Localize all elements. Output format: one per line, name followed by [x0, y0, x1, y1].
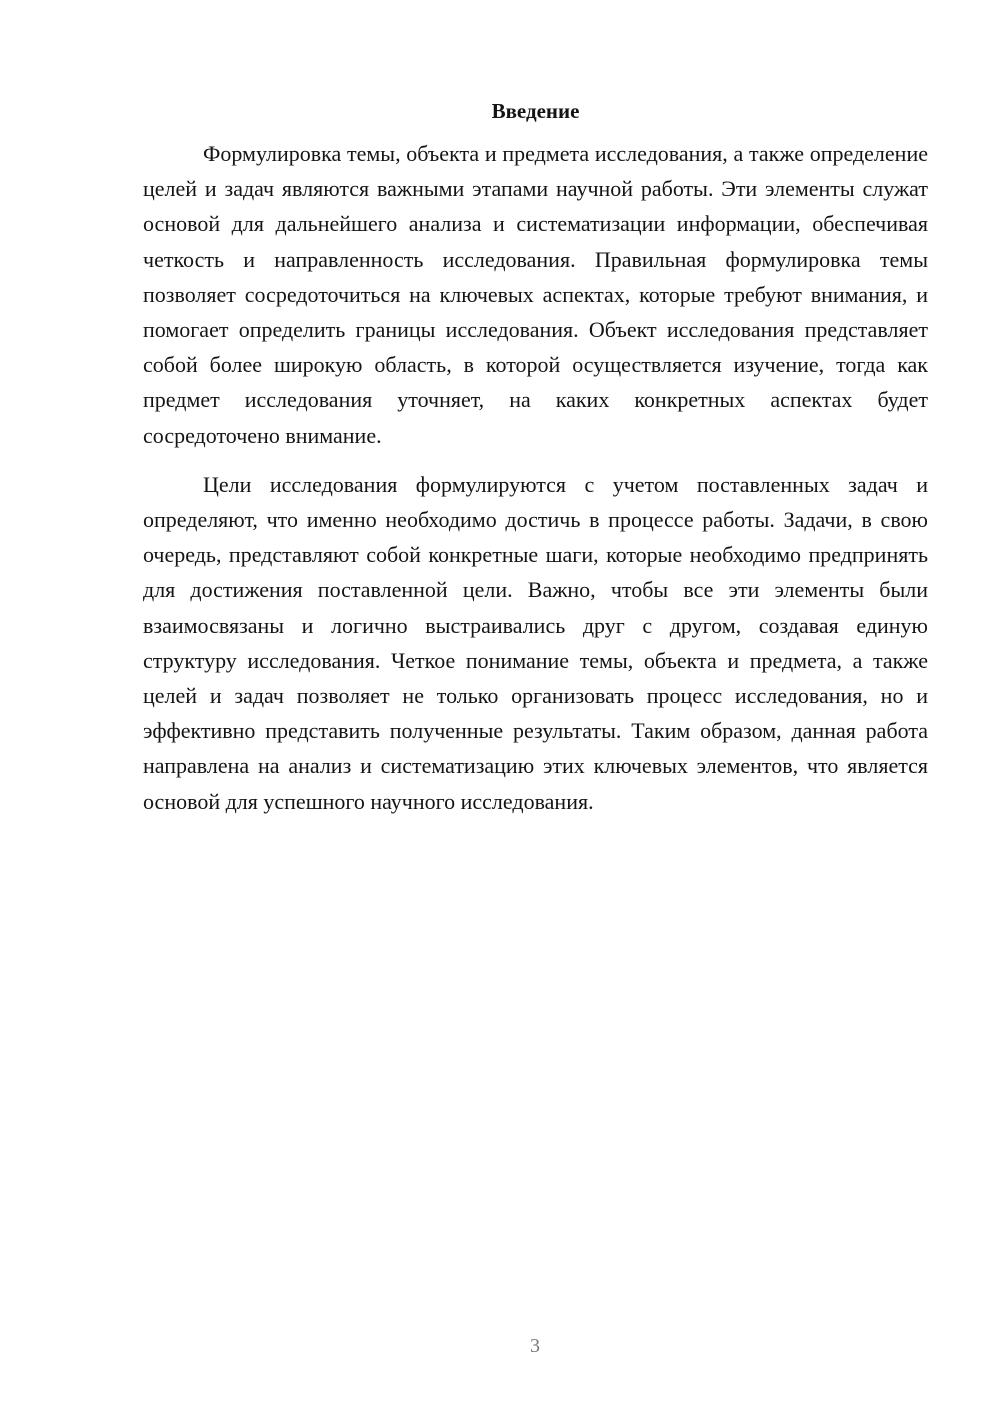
page-content [143, 96, 928, 819]
paragraph-1: Формулировка темы, объекта и предмета исследования, а также определение целей и задач являются важными этапами научной работы. Эти элементы служат основой для дальнейшего анализа и систематизации информации, обеспечивая четкость и направленность исследования. Правильная формулировка темы позволяет сосредоточиться на ключевых аспектах, которые требуют внимания, и помогает определить границы исследования. Объект исследования представляет собой более широкую область, в которой осуществляется изучение, тогда как предмет исследования уточняет, на каких конкретных аспектах будет сосредоточено внимание. [143, 141, 928, 448]
page-number: 3 [530, 1335, 540, 1357]
paragraph-2: Цели исследования формулируются с учетом поставленных задач и определяют, что именно необходимо достичь в процессе работы. Задачи, в свою очередь, представляют собой конкретные шаги, которые необходимо предпринять для достижения поставленной цели. Важно, чтобы все эти элементы были взаимосвязаны и логично выстраивались друг с другом, создавая единую структуру исследования. Четкое понимание темы, объекта и предмета, а также целей и задач позволяет не только организовать процесс исследования, но и эффективно представить полученные результаты. Таким образом, данная работа направлена на анализ и систематизацию этих ключевых элементов, что является основой для успешного научного исследования. [143, 471, 928, 814]
section-heading: Введение [491, 99, 580, 123]
